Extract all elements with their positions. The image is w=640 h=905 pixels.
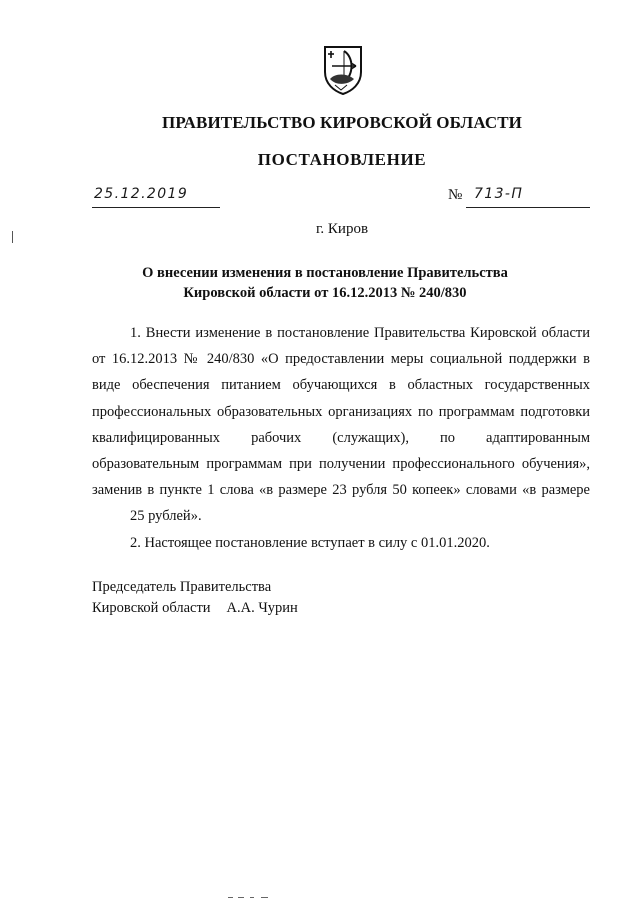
signatory-position-line-2 [92, 598, 298, 619]
city-line: г. Киров [315, 221, 369, 237]
coat-of-arms-icon [321, 44, 365, 96]
number-sign: № [448, 187, 463, 203]
signatory-name: А.А. Чурин [226, 600, 298, 616]
paragraph-1-last-line: 25 рублей». [130, 508, 202, 525]
document-body [92, 320, 590, 556]
signatory-position-line-1: Председатель Правительства [92, 579, 272, 595]
document-number-field [466, 183, 590, 208]
footer-marks [228, 897, 278, 901]
document-type-title: ПОСТАНОВЛЕНИЕ [257, 150, 427, 169]
paragraph-1-text: 1. Внести изменение в постановление Правительства Кировской области от 16.12.2013 № 240/830 «О предоставлении меры социальной поддержки в виде обеспечения питанием обучающихся в областных государственных профессиональных образовательных организациях по программам подготовки квалифицированных рабочих (служащих), по адаптированным образовательным программам при получении профессионального обучения», заменив в пункте 1 слова «в размере 23 рубля 50 копеек» словами «в размере [92, 325, 590, 499]
signature-block [92, 577, 298, 619]
document-date: 25.12.2019 [94, 186, 189, 202]
subject-line-1: О внесении изменения в постановление Правительства [142, 265, 508, 281]
government-title: ПРАВИТЕЛЬСТВО КИРОВСКОЙ ОБЛАСТИ [162, 113, 522, 132]
margin-mark [12, 231, 13, 243]
document-date-field [92, 183, 220, 208]
signatory-region: Кировской области [92, 600, 211, 616]
document-number: 713-П [474, 186, 524, 202]
paragraph-2: 2. Настоящее постановление вступает в силу с 01.01.2020. [130, 534, 490, 551]
paragraph-1 [92, 320, 590, 530]
document-subject [100, 263, 550, 303]
subject-line-2: Кировской области от 16.12.2013 № 240/830 [183, 285, 467, 301]
